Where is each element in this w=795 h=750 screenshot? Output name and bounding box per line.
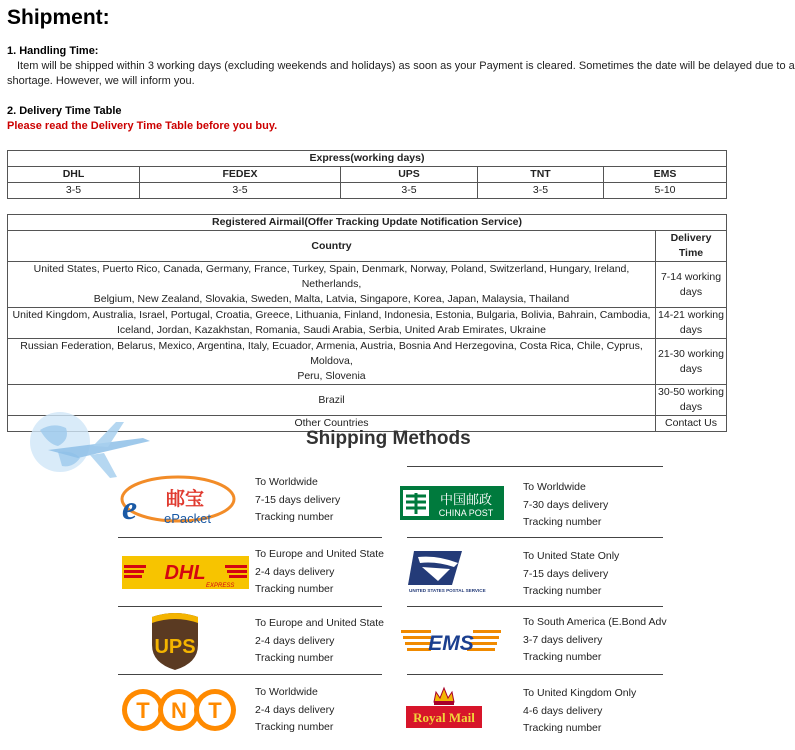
svg-text:T: T bbox=[208, 698, 222, 723]
delivery-time: 14-21 working bbox=[658, 309, 724, 321]
destination-text: To Europe and United State bbox=[255, 617, 385, 629]
days-dhl: 3-5 bbox=[8, 183, 140, 199]
handling-text-2: shortage. However, we will inform you. bbox=[7, 75, 195, 87]
method-info-epacket bbox=[255, 474, 340, 527]
table-row bbox=[8, 308, 727, 339]
china-post-cn-label: 中国邮政 bbox=[439, 493, 493, 508]
svg-text:T: T bbox=[136, 698, 150, 723]
svg-text:e: e bbox=[122, 490, 138, 527]
destination-text: To Europe and United State bbox=[255, 548, 385, 560]
handling-heading: 1. Handling Time: bbox=[7, 45, 99, 57]
col-delivery-time: Delivery Time bbox=[656, 231, 727, 262]
destination-text: To United State Only bbox=[523, 550, 620, 562]
airmail-caption: Registered Airmail(Offer Tracking Update Notification Service) bbox=[8, 215, 727, 231]
express-carrier-row bbox=[8, 167, 727, 183]
country-list: Peru, Slovenia bbox=[297, 370, 366, 382]
destination-text: To Worldwide bbox=[255, 686, 318, 698]
tracking-text: Tracking number bbox=[523, 585, 602, 597]
delivery-time: days bbox=[679, 285, 703, 298]
ems-logo bbox=[401, 627, 501, 655]
destination-text: To Worldwide bbox=[523, 481, 586, 493]
delivery-text: 2-4 days delivery bbox=[255, 703, 335, 716]
tracking-text: Tracking number bbox=[255, 652, 334, 664]
tracking-text: Tracking number bbox=[255, 511, 334, 523]
destination-text: To Worldwide bbox=[255, 476, 318, 488]
shipping-methods-title: Shipping Methods bbox=[306, 428, 471, 449]
delivery-time: days bbox=[679, 362, 703, 375]
ups-logo bbox=[150, 611, 200, 671]
delivery-text: 4-6 days delivery bbox=[523, 704, 603, 717]
delivery-time: days bbox=[679, 324, 703, 336]
method-info-dhl bbox=[255, 546, 384, 599]
days-fedex: 3-5 bbox=[140, 183, 341, 199]
svg-text:N: N bbox=[171, 698, 187, 723]
delivery-text: 7-15 days delivery bbox=[255, 493, 341, 506]
table-row bbox=[8, 262, 727, 308]
dhl-logo bbox=[122, 556, 249, 589]
carrier-fedex: FEDEX bbox=[140, 167, 341, 183]
china-post-label: CHINA POST bbox=[438, 508, 494, 518]
usps-label: UNITED STATES POSTAL SERVICE bbox=[409, 588, 486, 593]
delivery-time: 7-14 working bbox=[660, 270, 722, 283]
handling-text-1: Item will be shipped within 3 working days (excluding weekends and holidays) as soon as your Payment is cleared. Sometimes the date will be delayed due to a bbox=[17, 60, 795, 72]
epacket-label: ePacket bbox=[164, 511, 211, 526]
country-list: United Kingdom, Australia, Israel, Portugal, Croatia, Greece, Lithuania, Finland, Indonesia, Estonia, Bulgaria, Bolivia, Bahrain, Cambodia, bbox=[12, 309, 651, 321]
col-country: Country bbox=[8, 231, 656, 262]
delivery-text: 7-15 days delivery bbox=[523, 567, 609, 580]
carrier-tnt: TNT bbox=[478, 167, 604, 183]
ems-label: EMS bbox=[428, 632, 474, 655]
tracking-text: Tracking number bbox=[255, 583, 334, 595]
express-caption: Express(working days) bbox=[8, 151, 727, 167]
carrier-dhl: DHL bbox=[8, 167, 140, 183]
tnt-logo bbox=[121, 687, 237, 733]
tracking-text: Tracking number bbox=[523, 516, 602, 528]
delivery-text: 7-30 days delivery bbox=[523, 498, 609, 511]
express-days-row bbox=[8, 183, 727, 199]
delivery-time: days bbox=[679, 401, 703, 413]
method-info-royal-mail bbox=[523, 685, 636, 738]
country-list: Brazil bbox=[8, 385, 656, 416]
method-info-tnt bbox=[255, 684, 334, 737]
method-info-usps bbox=[523, 548, 619, 601]
delivery-heading: 2. Delivery Time Table bbox=[7, 105, 122, 117]
dhl-sub-label: EXPRESS bbox=[206, 583, 235, 589]
delivery-text: 2-4 days delivery bbox=[255, 565, 335, 578]
tracking-text: Tracking number bbox=[523, 651, 602, 663]
delivery-time: 21-30 working bbox=[658, 347, 724, 360]
carrier-ems: EMS bbox=[604, 167, 727, 183]
destination-text: To South America (E.Bond Adv bbox=[523, 616, 667, 628]
table-row bbox=[8, 339, 727, 385]
country-list: Other Countries bbox=[8, 416, 656, 432]
royal-mail-logo bbox=[406, 684, 482, 732]
tracking-text: Tracking number bbox=[255, 721, 334, 733]
tracking-text: Tracking number bbox=[523, 722, 602, 734]
ups-label: UPS bbox=[154, 636, 196, 658]
epacket-cn-label: 邮宝 bbox=[166, 488, 205, 510]
delivery-time: 30-50 working bbox=[658, 386, 724, 398]
delivery-note: Please read the Delivery Time Table before you buy. bbox=[7, 120, 278, 132]
china-post-logo bbox=[400, 486, 504, 520]
days-ems: 5-10 bbox=[604, 183, 727, 199]
country-list: Belgium, New Zealand, Slovakia, Sweden, Malta, Latvia, Singapore, Korea, Japan, Malaysia, Thailand bbox=[93, 293, 570, 305]
royal-mail-label: Royal Mail bbox=[413, 710, 475, 725]
delivery-text: 2-4 days delivery bbox=[255, 634, 335, 647]
express-table bbox=[7, 150, 727, 199]
usps-logo bbox=[408, 549, 486, 599]
country-list: Russian Federation, Belarus, Mexico, Argentina, Italy, Ecuador, Armenia, Austria, Bosnia And Herzegovina, Costa Rica, Chile, Cyprus, Moldova, bbox=[20, 340, 643, 367]
days-tnt: 3-5 bbox=[478, 183, 604, 199]
delivery-time: Contact Us bbox=[656, 416, 727, 432]
epacket-logo bbox=[120, 475, 240, 527]
dhl-label: DHL bbox=[164, 562, 206, 584]
method-info-ems bbox=[523, 614, 667, 667]
page-title: Shipment: bbox=[7, 6, 110, 29]
destination-text: To United Kingdom Only bbox=[523, 687, 637, 699]
carrier-ups: UPS bbox=[341, 167, 478, 183]
days-ups: 3-5 bbox=[341, 183, 478, 199]
country-list: Iceland, Jordan, Kazakhstan, Romania, Saudi Arabia, Serbia, United Arab Emirates, Ukraine bbox=[117, 324, 546, 336]
method-info-china-post bbox=[523, 479, 608, 532]
method-info-ups bbox=[255, 615, 384, 668]
delivery-text: 3-7 days delivery bbox=[523, 633, 603, 646]
country-list: United States, Puerto Rico, Canada, Germany, France, Turkey, Spain, Denmark, Norway, Poland, Switzerland, Hungary, Ireland, Netherlands, bbox=[33, 263, 630, 290]
